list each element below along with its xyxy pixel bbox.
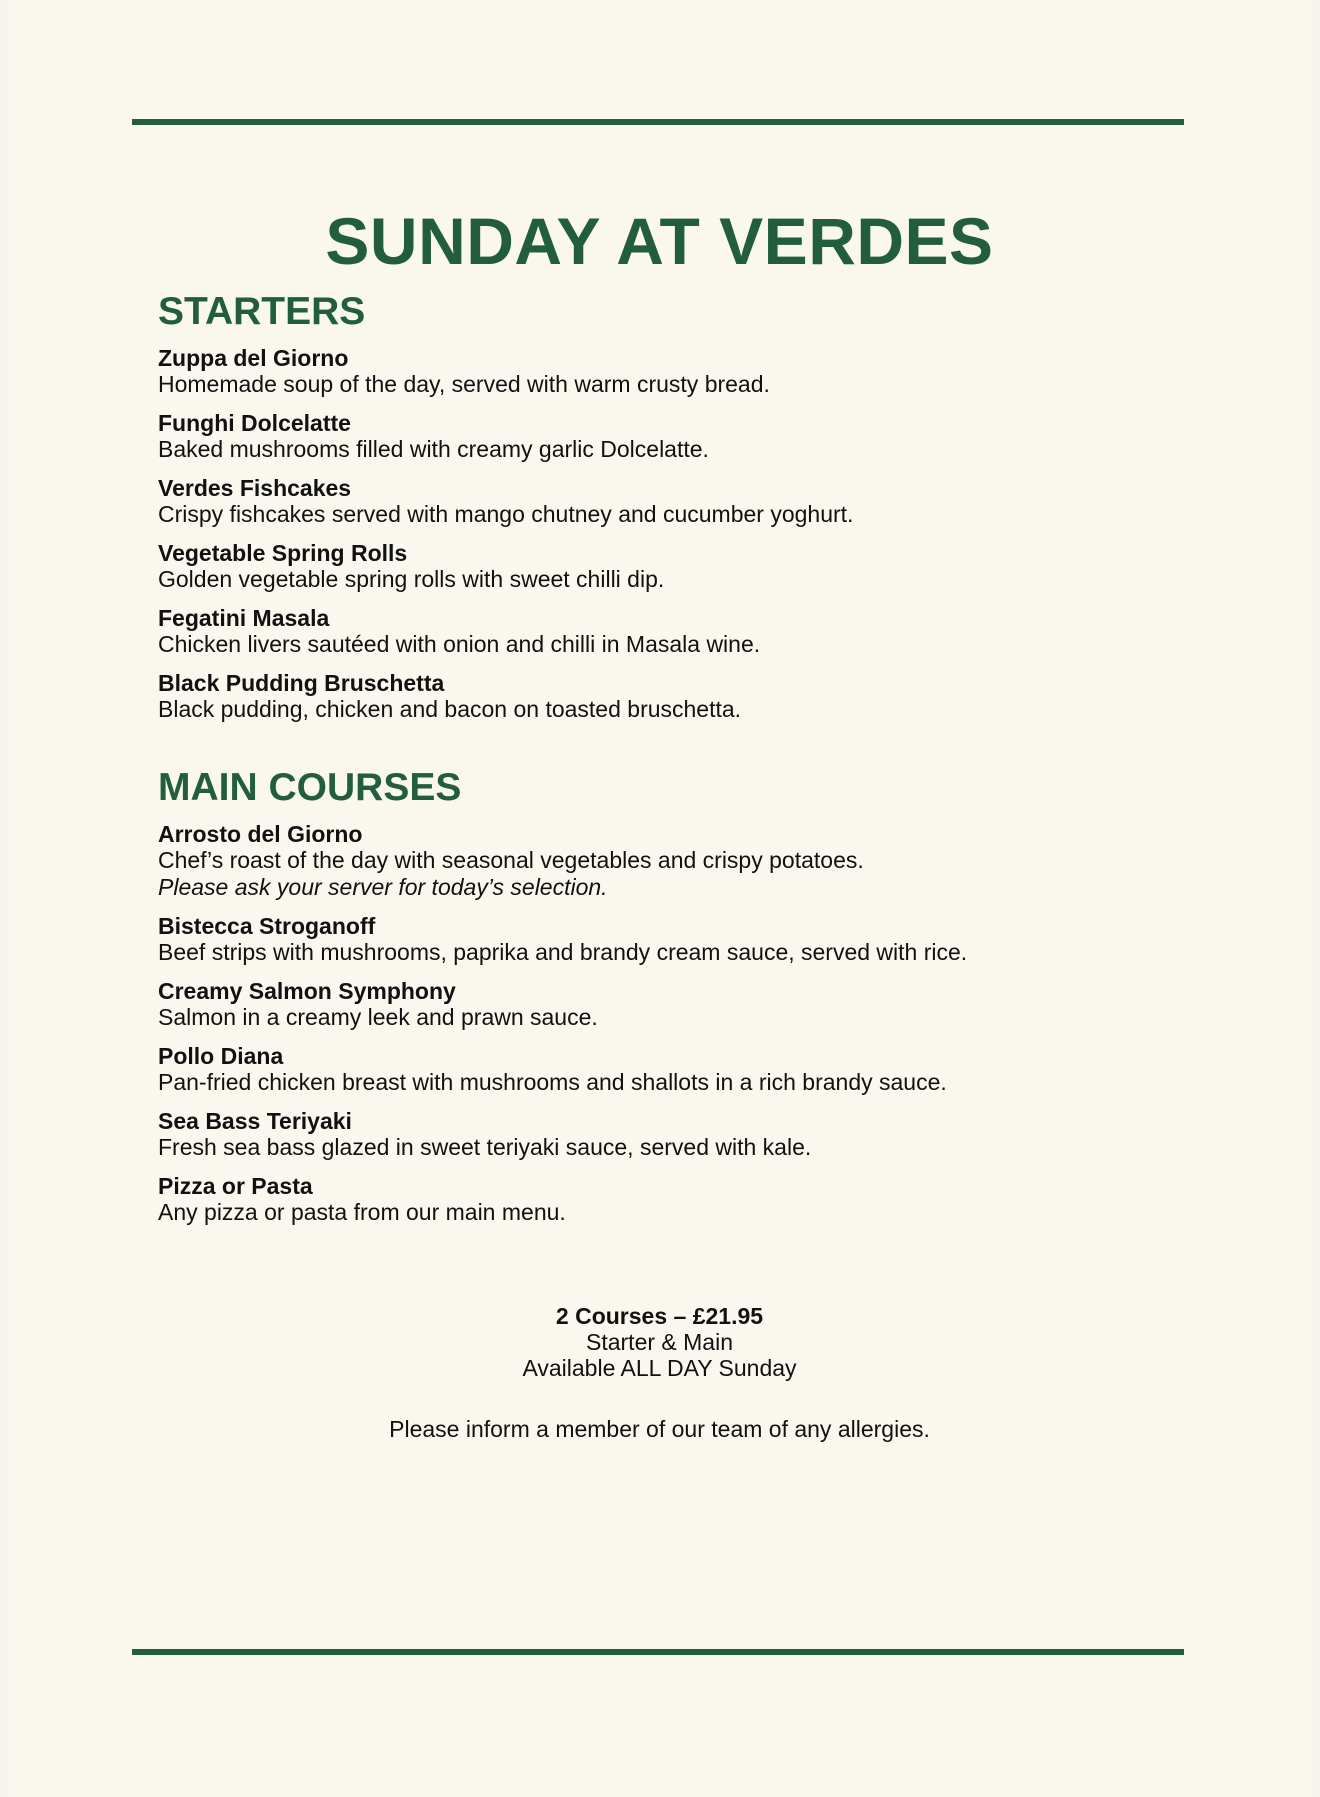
menu-item — [158, 475, 1208, 528]
menu-item — [158, 913, 1208, 966]
main-courses-heading: MAIN COURSES — [158, 766, 462, 809]
item-description: Homemade soup of the day, served with warm crusty bread. — [158, 371, 770, 397]
item-description: Chicken livers sautéed with onion and chilli in Masala wine. — [158, 631, 761, 657]
starters-list — [158, 345, 1208, 735]
availability-line: Available ALL DAY Sunday — [522, 1355, 797, 1381]
item-name: Pizza or Pasta — [158, 1173, 313, 1199]
pricing-block — [8, 1303, 1311, 1381]
item-name: Pollo Diana — [158, 1043, 284, 1069]
item-description: Any pizza or pasta from our main menu. — [158, 1199, 566, 1225]
item-name: Vegetable Spring Rolls — [158, 540, 408, 566]
price-line: 2 Courses – £21.95 — [555, 1303, 764, 1329]
item-description: Black pudding, chicken and bacon on toasted bruschetta. — [158, 696, 742, 722]
menu-item — [158, 1173, 1208, 1226]
item-name: Bistecca Stroganoff — [158, 913, 376, 939]
item-name: Creamy Salmon Symphony — [158, 978, 456, 1004]
menu-item — [158, 1108, 1208, 1161]
menu-item — [158, 670, 1208, 723]
bottom-divider — [132, 1649, 1184, 1655]
menu-item — [158, 1043, 1208, 1096]
menu-item — [158, 540, 1208, 593]
menu-item — [158, 410, 1208, 463]
item-description: Salmon in a creamy leek and prawn sauce. — [158, 1004, 598, 1030]
menu-page — [8, 0, 1311, 1797]
item-name: Funghi Dolcelatte — [158, 410, 351, 436]
item-description: Beef strips with mushrooms, paprika and brandy cream sauce, served with rice. — [158, 939, 968, 965]
top-divider — [132, 119, 1184, 125]
item-description: Fresh sea bass glazed in sweet teriyaki sauce, served with kale. — [158, 1134, 812, 1160]
menu-item — [158, 821, 1208, 901]
item-note: Please ask your server for today’s selection. — [158, 874, 608, 900]
item-description: Chef’s roast of the day with seasonal vegetables and crispy potatoes. — [158, 847, 864, 873]
main-courses-list — [158, 821, 1208, 1238]
item-description: Golden vegetable spring rolls with sweet chilli dip. — [158, 566, 665, 592]
item-name: Black Pudding Bruschetta — [158, 670, 445, 696]
item-description: Pan-fried chicken breast with mushrooms and shallots in a rich brandy sauce. — [158, 1069, 947, 1095]
item-description: Baked mushrooms filled with creamy garlic Dolcelatte. — [158, 436, 709, 462]
starters-heading: STARTERS — [158, 290, 366, 333]
item-name: Arrosto del Giorno — [158, 821, 363, 847]
menu-item — [158, 978, 1208, 1031]
item-name: Zuppa del Giorno — [158, 345, 349, 371]
menu-item — [158, 605, 1208, 658]
menu-title: SUNDAY AT VERDES — [325, 204, 994, 278]
item-name: Fegatini Masala — [158, 605, 330, 631]
courses-line: Starter & Main — [586, 1329, 733, 1355]
allergy-notice: Please inform a member of our team of any allergies. — [389, 1416, 930, 1442]
item-name: Sea Bass Teriyaki — [158, 1108, 352, 1134]
item-description: Crispy fishcakes served with mango chutney and cucumber yoghurt. — [158, 501, 854, 527]
menu-item — [158, 345, 1208, 398]
item-name: Verdes Fishcakes — [158, 475, 352, 501]
